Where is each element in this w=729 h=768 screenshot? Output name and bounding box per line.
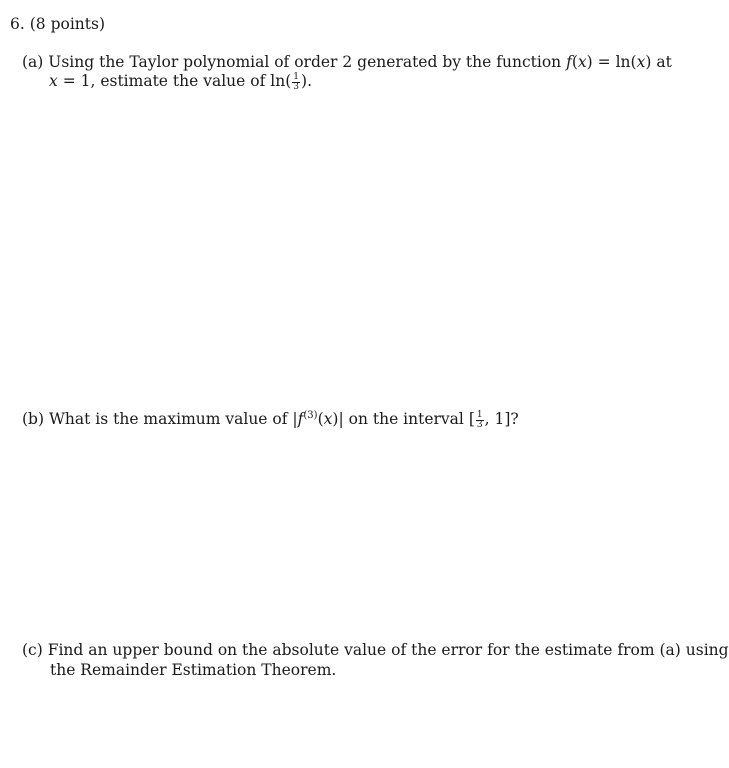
part-a-estimate-text: estimate the value of [100,72,266,90]
part-c-line2: the Remainder Estimation Theorem. [50,661,337,679]
part-a-ln-third: ln( $\frac{1}{3}$ ). [270,71,312,92]
part-a-at: at [656,53,672,71]
part-c-text: Find an upper bound on the absolute value of the error for the estimate from (a) using [47,641,729,659]
part-b-text: What is the maximum value of [48,410,288,429]
part-a-equals: = [597,53,611,71]
part-c-label: (c) [22,641,43,659]
part-a-x-var: x [49,72,58,90]
part-a-ln-x: ln(x) [615,53,652,71]
part-b-abs-derivative: $|f^{(3)}(x)|$ [292,410,344,429]
fraction-one-third: $\frac{1}{3}$ [293,71,300,92]
part-b-interval-text: on the interval [348,410,464,429]
part-b-interval: [ $\frac{1}{3}$ , 1]? [468,409,519,430]
problem-points: (8 points) [29,15,105,33]
part-a-line2 [49,72,312,92]
part-a-label: (a) [22,53,44,71]
part-a-function: f(x) [566,53,593,71]
part-a-text: Using the Taylor polynomial of order 2 generated by the function [48,53,562,71]
part-b-label: (b) [22,410,45,429]
part-a-line1 [22,53,672,71]
problem-number: 6. [10,15,25,33]
part-a-x-value: = 1, [62,72,96,90]
part-c-line1 [22,641,729,659]
part-b-line [22,407,519,430]
interval-fraction: $\frac{1}{3}$ [476,409,483,430]
problem-header [10,15,105,33]
